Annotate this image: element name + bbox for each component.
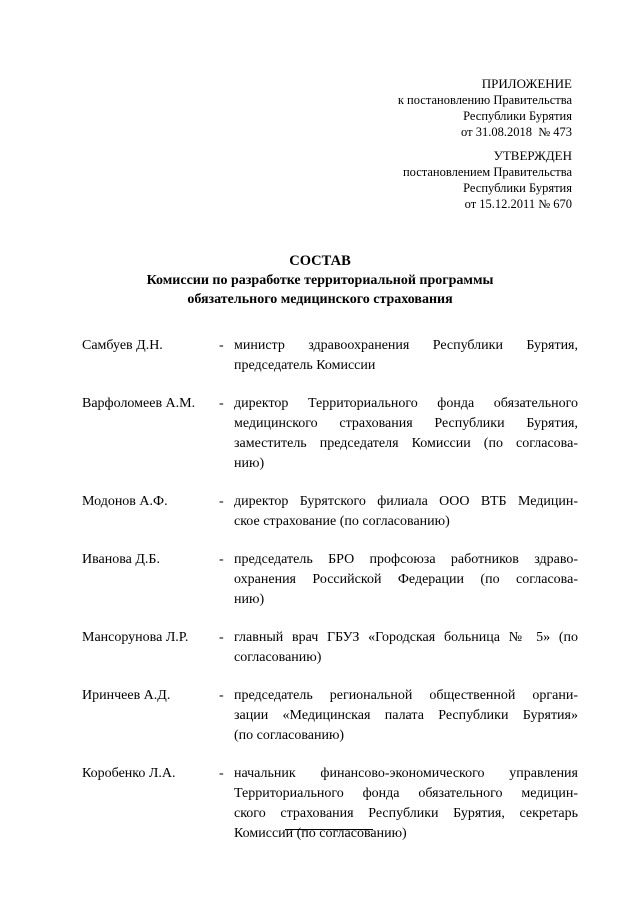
appendix-line-2: Республики Бурятия xyxy=(463,109,572,123)
appendix-line-1: к постановлению Правительства xyxy=(397,93,572,107)
commission-members-list xyxy=(82,336,578,862)
member-position xyxy=(234,492,578,532)
member-position xyxy=(234,764,578,844)
member-row xyxy=(82,550,578,610)
member-name: Самбуев Д.Н. xyxy=(82,338,163,353)
member-name: Мансорунова Л.Р. xyxy=(82,630,189,645)
end-divider xyxy=(285,829,373,830)
approved-line-3: от 15.12.2011 № 670 xyxy=(464,197,572,211)
approved-line-2: Республики Бурятия xyxy=(463,181,572,195)
approved-title: УТВЕРЖДЕН xyxy=(493,148,572,163)
member-dash: - xyxy=(219,766,224,781)
approved-header xyxy=(403,148,572,212)
member-position-line: председатель региональной общественной органи- xyxy=(234,688,578,703)
member-position-line: Комиссии (по согласованию) xyxy=(234,826,407,841)
member-row xyxy=(82,628,578,668)
member-position-line: (по согласованию) xyxy=(234,728,345,743)
document-subtitle-2: обязательного медицинского страхования xyxy=(187,292,453,307)
member-position xyxy=(234,686,578,746)
appendix-line-3: от 31.08.2018 № 473 xyxy=(461,125,572,139)
member-row xyxy=(82,492,578,532)
document-subtitle-1: Комиссии по разработке территориальной программы xyxy=(146,273,494,288)
appendix-title: ПРИЛОЖЕНИЕ xyxy=(481,76,572,91)
member-dash: - xyxy=(219,552,224,567)
member-position-line: главный врач ГБУЗ «Городская больница № 5» (по xyxy=(234,630,578,645)
member-position-line: медицинского страхования Республики Бурятия, xyxy=(234,416,578,431)
member-position-line: директор Территориального фонда обязательного xyxy=(234,396,578,411)
member-position-line: заместитель председателя Комиссии (по согласова- xyxy=(234,436,578,451)
document-heading xyxy=(60,252,580,309)
member-name: Модонов А.Ф. xyxy=(82,494,168,509)
member-position xyxy=(234,628,578,668)
member-position-line: министр здравоохранения Республики Бурятия, xyxy=(234,338,578,353)
member-position-line: председатель БРО профсоюза работников здраво- xyxy=(234,552,578,567)
member-dash: - xyxy=(219,630,224,645)
member-position-line: зации «Медицинская палата Республики Бурятия» xyxy=(234,708,578,723)
member-row xyxy=(82,394,578,474)
member-position-line: охранения Российской Федерации (по согласова- xyxy=(234,572,578,587)
member-position-line: нию) xyxy=(234,456,265,471)
member-name: Иванова Д.Б. xyxy=(82,552,160,567)
member-name: Коробенко Л.А. xyxy=(82,766,176,781)
member-position-line: ское страхование (по согласованию) xyxy=(234,514,450,529)
member-position-line: директор Бурятского филиала ООО ВТБ Медицин- xyxy=(234,494,578,509)
member-name: Иринчеев А.Д. xyxy=(82,688,171,703)
member-position-line: начальник финансово-экономического управления xyxy=(234,766,578,781)
member-name: Варфоломеев А.М. xyxy=(82,396,196,411)
member-position-line: ского страхования Республики Бурятия, секретарь xyxy=(234,806,578,821)
member-position xyxy=(234,394,578,474)
member-position-line: согласованию) xyxy=(234,650,322,665)
member-row xyxy=(82,686,578,746)
appendix-header xyxy=(398,76,572,140)
member-position-line: председатель Комиссии xyxy=(234,358,376,373)
member-row xyxy=(82,336,578,376)
member-position xyxy=(234,550,578,610)
member-position-line: Территориального фонда обязательного медицин- xyxy=(234,786,578,801)
member-position xyxy=(234,336,578,376)
document-title: СОСТАВ xyxy=(289,253,351,269)
member-row xyxy=(82,764,578,844)
member-position-line: нию) xyxy=(234,592,265,607)
member-dash: - xyxy=(219,494,224,509)
member-dash: - xyxy=(219,396,224,411)
member-dash: - xyxy=(219,688,224,703)
approved-line-1: постановлением Правительства xyxy=(402,165,572,179)
member-dash: - xyxy=(219,338,224,353)
